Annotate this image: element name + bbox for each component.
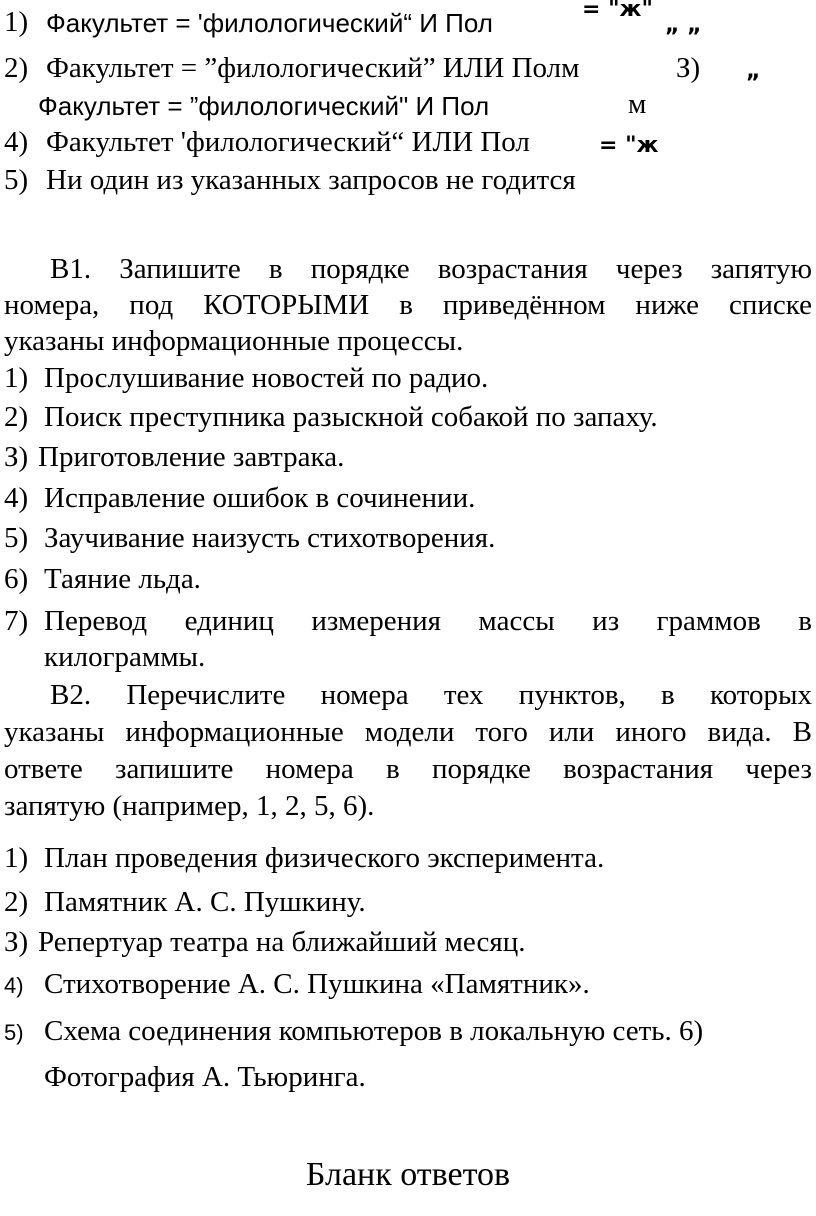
b2-line-1: В2. Перечислите номера тех пунктов, в которых <box>50 679 812 711</box>
item-number: 2) <box>4 401 29 433</box>
option-text: Факультет = 'филологический“ И Пол <box>46 8 493 38</box>
item-text: План проведения физического эксперимента. <box>44 842 605 874</box>
item-text: Перевод единиц измерения массы из граммов в <box>44 605 812 637</box>
option-gender-mark: = "ж" <box>582 0 653 22</box>
item-text: Поиск преступника разыскной собакой по запаху. <box>44 401 658 433</box>
option-quote-marks: „ <box>746 59 761 84</box>
b2-line-4: запятую (например, 1, 2, 5, 6). <box>4 790 375 822</box>
item-text: Памятник А. С. Пушкину. <box>44 886 366 918</box>
option-number: 4) <box>4 126 29 158</box>
option-number-next: З) <box>676 52 701 84</box>
item-number: 5) <box>4 1020 24 1045</box>
item-text: Заучивание наизусть стихотворения. <box>44 522 496 554</box>
item-text: Репертуар театра на ближайший месяц. <box>38 926 526 958</box>
b2-item-6: Фотография А. Тьюринга. <box>44 1061 366 1093</box>
item-number: 7) <box>4 605 29 637</box>
item-number: 4) <box>4 482 29 514</box>
item-text: Прослушивание новостей по радио. <box>44 362 489 394</box>
item-number: З) <box>4 926 29 958</box>
item-text: Приготовление завтрака. <box>38 441 345 473</box>
item-number: 2) <box>4 886 29 918</box>
b1-line-2: номера, под КОТОРЫМИ в приведённом ниже списке <box>4 289 812 321</box>
item-number: 1) <box>4 842 29 874</box>
item-number: З) <box>4 441 29 473</box>
option-number: 5) <box>4 164 29 196</box>
option-text: Ни один из указанных запросов не годится <box>46 164 576 196</box>
b1-line-3: указаны информационные процессы. <box>4 325 464 357</box>
item-text: Таяние льда. <box>44 563 201 595</box>
item-text: Исправление ошибок в сочинении. <box>44 482 476 514</box>
item-number: 1) <box>4 362 29 394</box>
option-quote-marks: „ „ <box>665 13 702 38</box>
item-number: 6) <box>4 563 29 595</box>
option-text: Факультет 'филологический“ ИЛИ Пол <box>46 126 530 158</box>
b2-line-3: ответе запишите номера в порядке возрастания через <box>4 753 812 785</box>
option-gender-mark: = "ж <box>599 133 659 158</box>
answer-sheet-title: Бланк ответов <box>305 1156 511 1193</box>
item-text: Стихотворение А. С. Пушкина «Памятник». <box>44 968 590 1000</box>
item-number: 5) <box>4 522 29 554</box>
item-number: 4) <box>4 973 24 998</box>
option-text: Факультет = ”филологический" И Пол <box>38 91 490 121</box>
item-text: Схема соединения компьютеров в локальную сеть. 6) <box>44 1015 704 1047</box>
b1-item-7-continuation: килограммы. <box>44 641 206 673</box>
option-number: 1) <box>4 6 29 38</box>
option-text: Факультет = ”филологический” ИЛИ Полм <box>46 52 580 84</box>
option-number: 2) <box>4 52 29 84</box>
b2-line-2: указаны информационные модели того или иного вида. В <box>4 716 812 748</box>
b1-line-1: В1. Запишите в порядке возрастания через запятую <box>50 253 812 285</box>
option-tail: м <box>628 88 647 120</box>
